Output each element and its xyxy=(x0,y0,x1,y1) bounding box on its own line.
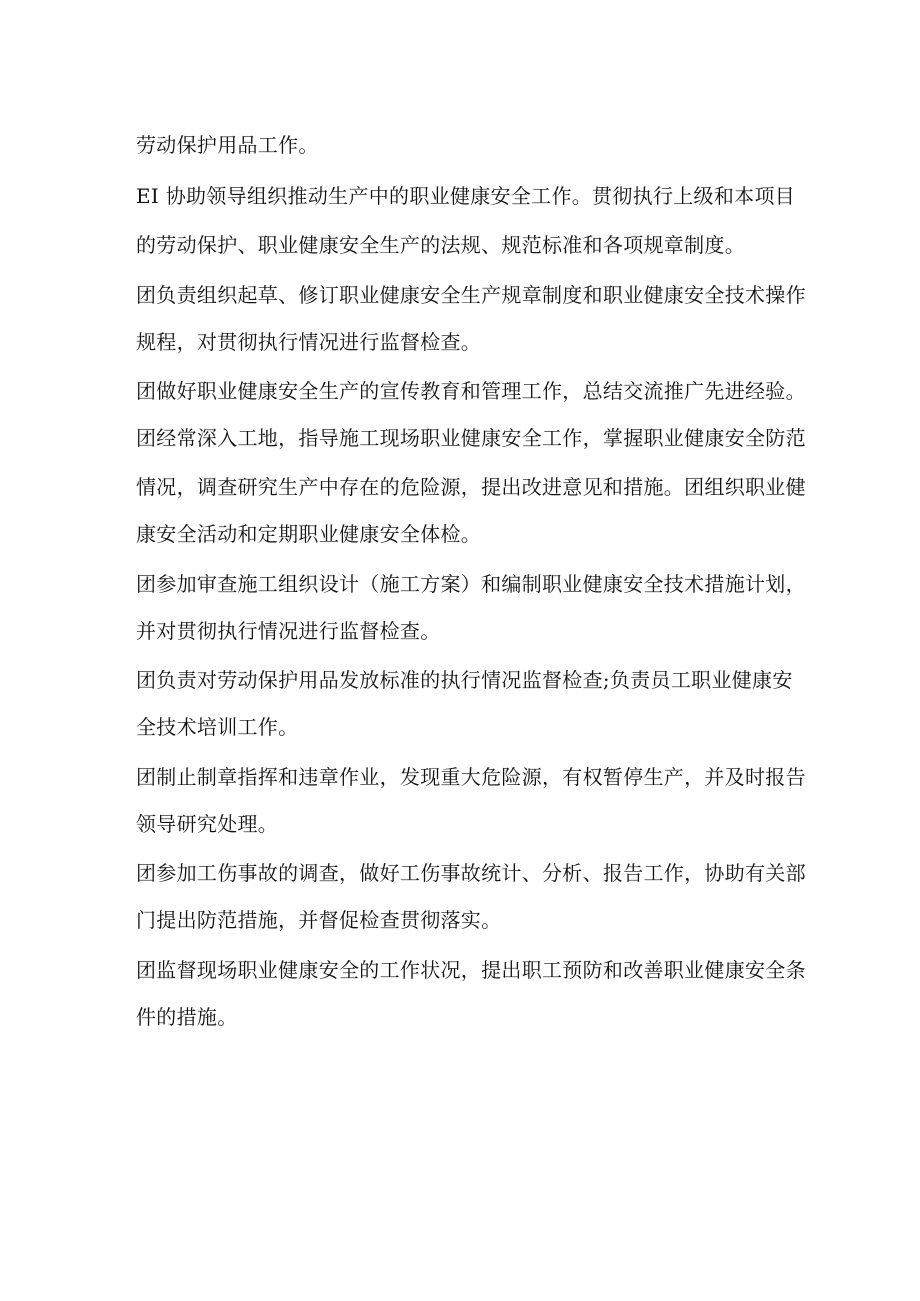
text-line: 的劳动保护、职业健康安全生产的法规、规范标准和各项规章制度。 xyxy=(136,233,745,257)
text-line: 件的措施。 xyxy=(136,1005,238,1029)
text-line: 并对贯彻执行情况进行监督检查。 xyxy=(136,619,441,643)
text-line: 康安全活动和定期职业健康安全体检。 xyxy=(136,522,482,546)
text-line: 团负责对劳动保护用品发放标准的执行情况监督检查;负责员工职业健康安 xyxy=(136,668,793,692)
text-line: 团负责组织起草、修订职业健康安全生产规章制度和职业健康安全技术操作 xyxy=(136,283,806,307)
text-line: 团参加审查施工组织设计（施工方案）和编制职业健康安全技术措施计划， xyxy=(136,572,806,596)
text-line: 团参加工伤事故的调查，做好工伤事故统计、分析、报告工作，协助有关部 xyxy=(136,861,806,885)
text-line: 门提出防范措施，并督促检查贯彻落实。 xyxy=(136,908,502,932)
text-line: 劳动保护用品工作。 xyxy=(136,133,319,157)
text-line: 情况，调查研究生产中存在的危险源，提出改进意见和措施。团组织职业健 xyxy=(136,475,806,499)
text-line: 领导研究处理。 xyxy=(136,812,279,836)
text-line: EI 协助领导组织推动生产中的职业健康安全工作。贯彻执行上级和本项目 xyxy=(136,184,796,208)
text-line: 团经常深入工地，指导施工现场职业健康安全工作，掌握职业健康安全防范 xyxy=(136,426,806,450)
text-line: 规程，对贯彻执行情况进行监督检查。 xyxy=(136,330,482,354)
text-line: 团监督现场职业健康安全的工作状况，提出职工预防和改善职业健康安全条 xyxy=(136,958,806,982)
text-line: 团制止制章指挥和违章作业，发现重大危险源，有权暂停生产，并及时报告 xyxy=(136,765,806,789)
text-line: 全技术培训工作。 xyxy=(136,715,299,739)
text-line: 团做好职业健康安全生产的宣传教育和管理工作，总结交流推广先进经验。 xyxy=(136,379,806,403)
